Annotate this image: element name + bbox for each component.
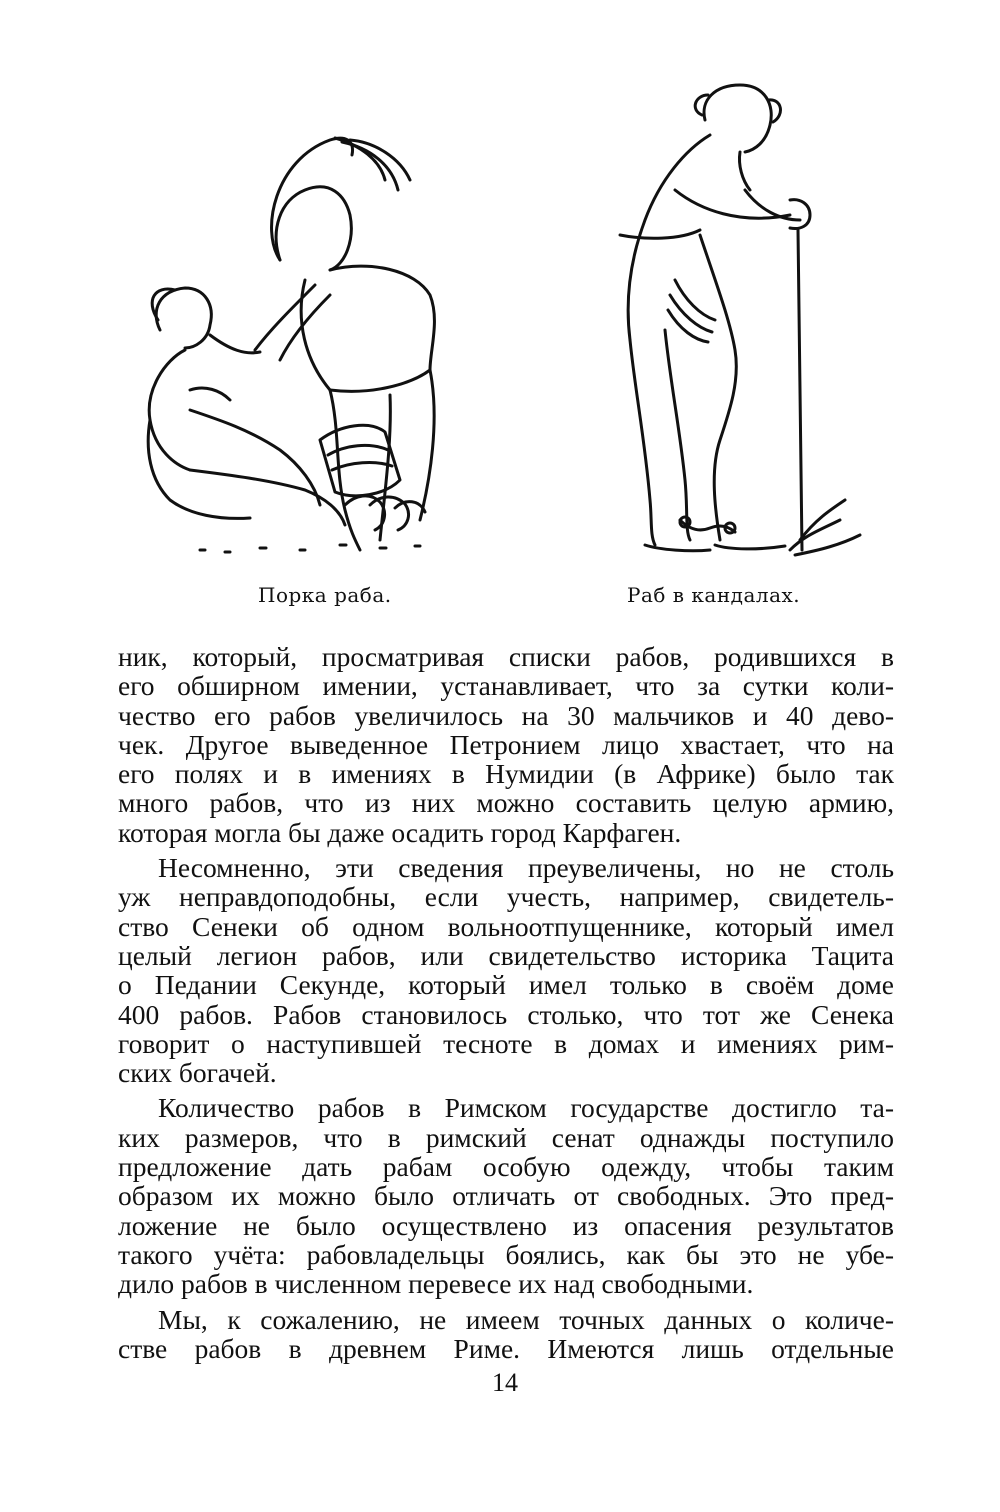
text-line: Количество рабов в Римском государстве достигло та- (158, 1092, 894, 1124)
page-number: 14 (492, 1368, 518, 1397)
text-line: образом их можно было отличать от свободных. Это пред- (118, 1180, 894, 1212)
text-line: много рабов, что из них можно составить целую армию, (118, 787, 894, 819)
paragraph-4 (118, 1305, 894, 1364)
text-line: дило рабов в численном перевесе их над свободными. (118, 1268, 754, 1300)
chained-slave-drawing (590, 80, 900, 570)
text-line: чек. Другое выведенное Петронием лицо хвастает, что на (118, 728, 894, 760)
text-line: целый легион рабов, или свидетельство историка Тацита (118, 939, 894, 971)
text-line: чество его рабов увеличилось на 30 мальчиков и 40 дево- (118, 699, 894, 731)
illustration-chained-slave (590, 80, 900, 570)
text-line: ство Сенеки об одном вольноотпущеннике, который имел (118, 910, 894, 942)
text-line: говорит о наступившей тесноте в домах и имениях рим- (118, 1027, 894, 1059)
text-line: 400 рабов. Рабов становилось столько, что тот же Сенека (118, 998, 894, 1030)
text-line: ских богачей. (118, 1057, 277, 1089)
text-line: предложение дать рабам особую одежду, чтобы таким (118, 1151, 894, 1183)
figure-caption-right: Раб в кандалах. (627, 583, 801, 607)
text-line: ких размеров, что в римский сенат однажды поступило (118, 1121, 894, 1153)
body-text (118, 642, 894, 1369)
text-line: которая могла бы даже осадить город Карфаген. (118, 816, 682, 848)
paragraph-3 (118, 1093, 894, 1298)
paragraph-1 (118, 642, 894, 847)
text-line: Несомненно, эти сведения преувеличены, но не столь (158, 852, 894, 884)
paragraph-2 (118, 853, 894, 1087)
text-line: его полях и в имениях в Нумидии (в Африке) было так (118, 758, 894, 790)
flogging-drawing (130, 120, 440, 570)
text-line: ник, который, просматривая списки рабов, родившихся в (118, 641, 894, 672)
text-line: стве рабов в древнем Риме. Имеются лишь отдельные (118, 1332, 894, 1364)
text-line: Мы, к сожалению, не имеем точных данных о количе- (158, 1303, 894, 1335)
text-line: такого учёта: рабовладельцы боялись, как бы это не убе- (118, 1238, 894, 1270)
text-line: ложение не было осуществлено из опасения результатов (118, 1209, 894, 1241)
illustration-flogging (130, 120, 440, 570)
text-line: о Педании Секунде, который имел только в своём доме (118, 969, 894, 1001)
text-line: уж неправдоподобны, если учесть, например, свидетель- (118, 881, 894, 913)
text-line: его обширном имении, устанавливает, что за сутки коли- (118, 670, 894, 702)
figure-caption-left: Порка раба. (258, 583, 392, 607)
